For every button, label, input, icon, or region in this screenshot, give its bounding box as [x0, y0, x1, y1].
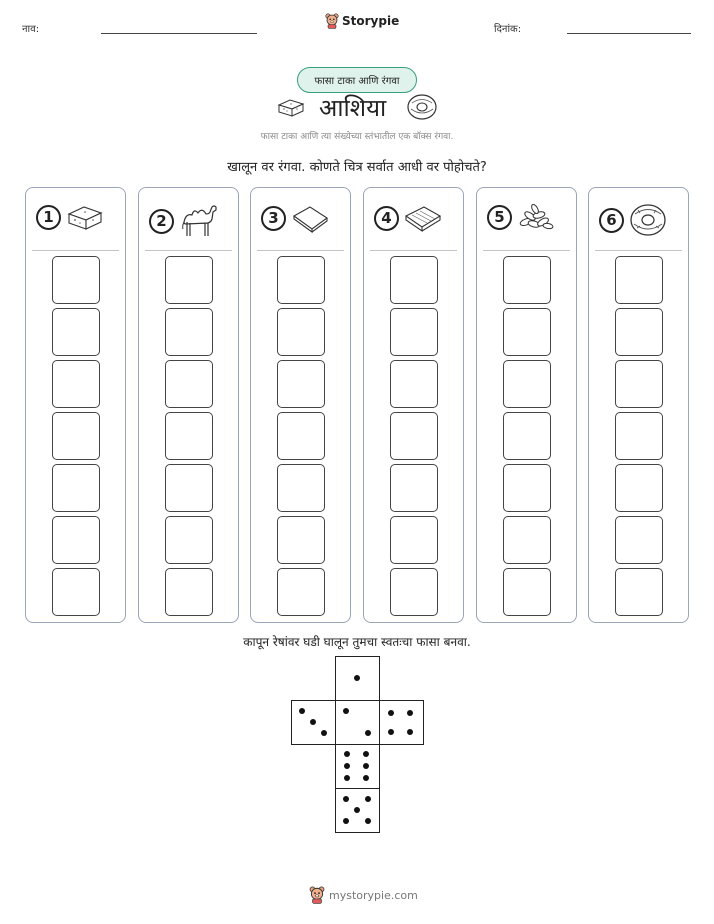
donut-icon [406, 93, 438, 121]
dice-face-6 [335, 744, 380, 789]
column-4 [363, 187, 464, 623]
bear-icon [309, 886, 325, 904]
subtitle: फासा टाका आणि त्या संख्येच्या स्तंभातील एक बॉक्स रंगवा. [260, 132, 454, 142]
color-box[interactable] [165, 568, 213, 616]
dice-face-5 [335, 788, 380, 833]
color-box[interactable] [165, 308, 213, 356]
donut-icon [628, 202, 668, 238]
footer [309, 886, 418, 904]
question: खालून वर रंगवा. कोणते चित्र सर्वात आधी वर पोहोचते? [227, 160, 487, 175]
name-line[interactable] [101, 33, 257, 34]
column-5 [476, 187, 577, 623]
bear-icon [325, 13, 339, 29]
column-number: 4 [374, 206, 399, 231]
column-divider [483, 250, 570, 251]
column-header [599, 202, 668, 238]
folded-cloth-icon [290, 202, 330, 234]
color-box[interactable] [390, 360, 438, 408]
dice-pip [344, 763, 350, 769]
dice-pip [354, 675, 360, 681]
silk-scarf-icon [403, 202, 443, 234]
dice-pip [343, 708, 349, 714]
color-box[interactable] [503, 464, 551, 512]
color-box[interactable] [277, 412, 325, 460]
column-header [374, 202, 443, 234]
dice-pip [407, 710, 413, 716]
column-2 [138, 187, 239, 623]
color-box[interactable] [52, 360, 100, 408]
color-box[interactable] [503, 360, 551, 408]
color-box[interactable] [277, 516, 325, 564]
page-title: आशिया [319, 94, 387, 122]
column-number: 6 [599, 208, 624, 233]
dice-pip [343, 818, 349, 824]
color-box[interactable] [503, 256, 551, 304]
column-divider [32, 250, 119, 251]
color-box[interactable] [277, 308, 325, 356]
column-header [36, 202, 105, 232]
color-box[interactable] [503, 412, 551, 460]
dice-pip [365, 730, 371, 736]
dice-pip [365, 818, 371, 824]
dice-pip [363, 763, 369, 769]
color-box[interactable] [615, 516, 663, 564]
color-box[interactable] [165, 464, 213, 512]
date-line[interactable] [567, 33, 691, 34]
activity-tag [297, 67, 417, 93]
color-box[interactable] [390, 412, 438, 460]
column-1 [25, 187, 126, 623]
dice-pip [354, 807, 360, 813]
dice-face-4 [379, 700, 424, 745]
color-box[interactable] [277, 464, 325, 512]
dice-pip [363, 775, 369, 781]
color-box[interactable] [52, 308, 100, 356]
dice-pip [344, 775, 350, 781]
dice-pip [299, 708, 305, 714]
column-number: 3 [261, 206, 286, 231]
color-box[interactable] [165, 412, 213, 460]
column-divider [595, 250, 682, 251]
color-box[interactable] [503, 568, 551, 616]
title-row [0, 91, 714, 125]
color-box[interactable] [277, 568, 325, 616]
color-box[interactable] [615, 464, 663, 512]
color-box[interactable] [390, 464, 438, 512]
color-box[interactable] [52, 412, 100, 460]
color-box[interactable] [165, 516, 213, 564]
color-box[interactable] [503, 308, 551, 356]
date-label: दिनांक: [494, 24, 522, 35]
color-box[interactable] [615, 568, 663, 616]
column-number: 1 [36, 205, 61, 230]
dice-pip [388, 710, 394, 716]
dice-pip [363, 751, 369, 757]
dice-pip [365, 796, 371, 802]
color-box[interactable] [615, 308, 663, 356]
dice-face-1 [335, 656, 380, 701]
activity-tag-text: फासा टाका आणि रंगवा [314, 76, 400, 87]
color-box[interactable] [165, 256, 213, 304]
color-box[interactable] [615, 360, 663, 408]
dice-pip [343, 796, 349, 802]
dice-face-2 [335, 700, 380, 745]
color-box[interactable] [52, 568, 100, 616]
column-divider [370, 250, 457, 251]
color-box[interactable] [390, 568, 438, 616]
column-divider [257, 250, 344, 251]
color-box[interactable] [52, 516, 100, 564]
column-header [261, 202, 330, 234]
color-box[interactable] [277, 360, 325, 408]
dice-pip [407, 729, 413, 735]
dice-pip [321, 730, 327, 736]
brand-logo [325, 13, 399, 29]
color-box[interactable] [52, 464, 100, 512]
camel-icon [178, 202, 220, 240]
color-box[interactable] [615, 256, 663, 304]
column-number: 2 [149, 209, 174, 234]
column-6 [588, 187, 689, 623]
color-box[interactable] [503, 516, 551, 564]
color-box[interactable] [390, 516, 438, 564]
name-label: नाव: [22, 24, 40, 35]
footer-url[interactable]: mystorypie.com [329, 888, 418, 902]
column-header [149, 202, 220, 240]
color-box[interactable] [615, 412, 663, 460]
column-header [487, 202, 556, 232]
dice-pip [310, 719, 316, 725]
dice-face-3 [291, 700, 336, 745]
color-box[interactable] [277, 256, 325, 304]
color-box[interactable] [390, 308, 438, 356]
brand-name: Storypie [342, 14, 400, 28]
tofu-block-icon [65, 202, 105, 232]
color-box[interactable] [165, 360, 213, 408]
column-divider [145, 250, 232, 251]
seeds-pile-icon [516, 202, 556, 232]
dice-pip [388, 729, 394, 735]
tofu-block-icon [276, 96, 306, 118]
column-3 [250, 187, 351, 623]
dice-instruction: कापून रेषांवर घडी घालून तुमचा स्वतःचा फासा बनवा. [243, 635, 471, 649]
dice-pip [344, 751, 350, 757]
column-number: 5 [487, 205, 512, 230]
color-box[interactable] [52, 256, 100, 304]
color-box[interactable] [390, 256, 438, 304]
